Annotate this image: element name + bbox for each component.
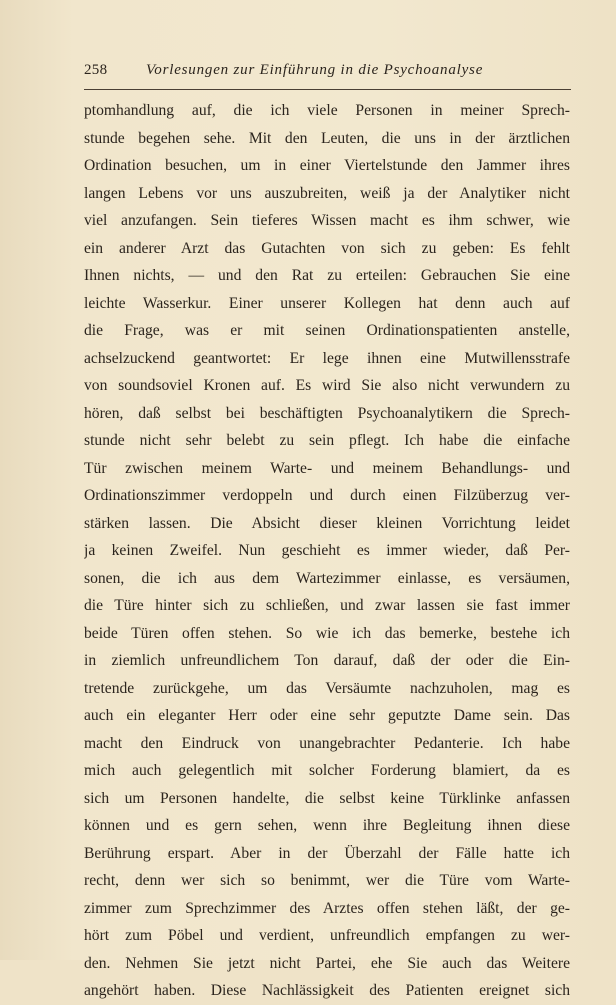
text-line: in ziemlich unfreundlichem Ton darauf, daß der oder die Ein- bbox=[84, 652, 570, 669]
text-line: langen Lebens vor uns auszubreiten, weiß ja der Analytiker nicht bbox=[84, 184, 570, 202]
text-line: sonen, die ich aus dem Wartezimmer einlasse, es versäumen, bbox=[84, 569, 570, 587]
text-line: stärken lassen. Die Absicht dieser kleinen Vorrichtung leidet bbox=[84, 514, 570, 532]
text-line: viel anzufangen. Sein tieferes Wissen macht es ihm schwer, wie bbox=[84, 212, 570, 229]
page-header bbox=[84, 62, 570, 86]
text-line: die Türe hinter sich zu schließen, und zwar lassen sie fast immer bbox=[84, 597, 570, 614]
text-line: Berührung erspart. Aber in der Überzahl der Fälle hatte ich bbox=[84, 844, 570, 862]
text-line: tretende zurückgehe, um das Versäumte nachzuholen, mag es bbox=[84, 679, 570, 697]
text-line: auch ein eleganter Herr oder eine sehr geputzte Dame sein. Das bbox=[84, 707, 570, 724]
running-title: Vorlesungen zur Einführung in die Psychoanalyse bbox=[146, 62, 484, 78]
text-line: achselzuckend geantwortet: Er lege ihnen eine Mutwillensstrafe bbox=[84, 349, 570, 367]
text-line: mich auch gelegentlich mit solcher Forderung blamiert, da es bbox=[84, 762, 570, 779]
text-line: recht, denn wer sich so benimmt, wer die Türe vom Warte- bbox=[84, 872, 570, 889]
text-line: können und es gern sehen, wenn ihre Begleitung ihnen diese bbox=[84, 817, 570, 834]
text-line: stunde nicht sehr belebt zu sein pflegt. Ich habe die einfache bbox=[84, 432, 570, 449]
text-line: die Frage, was er mit seinen Ordinationspatienten anstelle, bbox=[84, 322, 570, 339]
text-line: beide Türen offen stehen. So wie ich das bemerke, bestehe ich bbox=[84, 624, 570, 642]
header-rule bbox=[84, 89, 571, 90]
text-line: zimmer zum Sprechzimmer des Arztes offen stehen läßt, der ge- bbox=[84, 899, 570, 917]
text-line: Tür zwischen meinem Warte- und meinem Behandlungs- und bbox=[84, 459, 570, 477]
text-line: von soundsoviel Kronen auf. Es wird Sie also nicht verwundern zu bbox=[84, 377, 570, 394]
text-line: Ordinationszimmer verdoppeln und durch einen Filzüberzug ver- bbox=[84, 487, 570, 504]
text-line: leichte Wasserkur. Einer unserer Kollegen hat denn auch auf bbox=[84, 294, 570, 312]
text-line: ja keinen Zweifel. Nun geschieht es immer wieder, daß Per- bbox=[84, 542, 570, 559]
text-line: macht den Eindruck von unangebrachter Pedanterie. Ich habe bbox=[84, 734, 570, 752]
text-line: Ordination besuchen, um in einer Viertelstunde den Jammer ihres bbox=[84, 157, 570, 174]
page-number: 258 bbox=[84, 62, 108, 78]
text-line: angehört haben. Diese Nachlässigkeit des Patienten ereignet sich bbox=[84, 982, 570, 999]
body-text bbox=[84, 97, 570, 1005]
text-line: sich um Personen handelte, die selbst keine Türklinke anfassen bbox=[84, 789, 570, 807]
text-line: den. Nehmen Sie jetzt nicht Partei, ehe Sie auch das Weitere bbox=[84, 954, 570, 972]
text-line: Ihnen nichts, — und den Rat zu erteilen: Gebrauchen Sie eine bbox=[84, 267, 570, 284]
text-line: hört zum Pöbel und verdient, unfreundlich empfangen zu wer- bbox=[84, 927, 570, 944]
text-line: ein anderer Arzt das Gutachten von sich zu geben: Es fehlt bbox=[84, 239, 570, 257]
text-line: ptomhandlung auf, die ich viele Personen in meiner Sprech- bbox=[84, 102, 570, 119]
text-line: hören, daß selbst bei beschäftigten Psychoanalytikern die Sprech- bbox=[84, 404, 570, 422]
text-line: stunde begehen sehe. Mit den Leuten, die uns in der ärztlichen bbox=[84, 129, 570, 147]
